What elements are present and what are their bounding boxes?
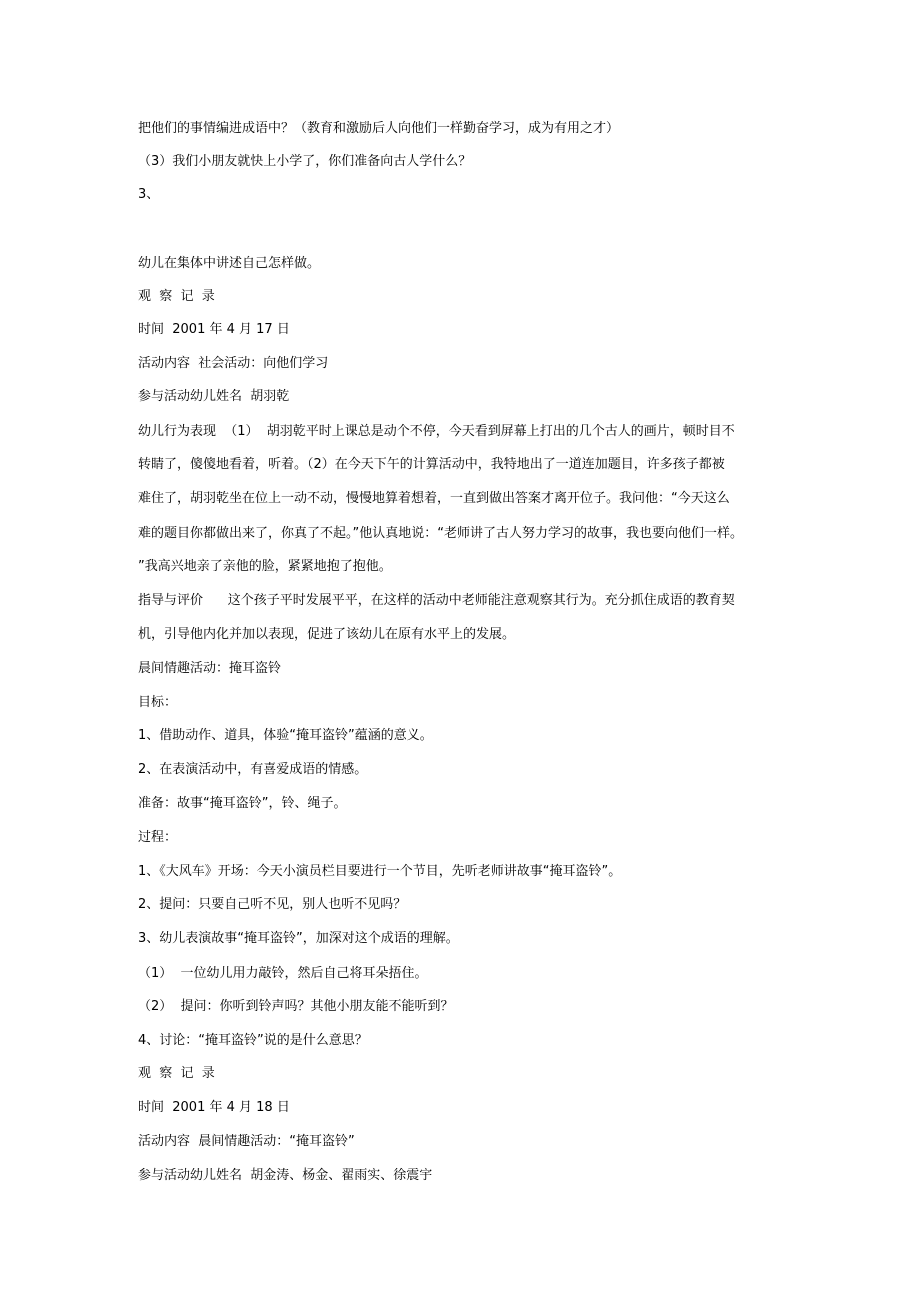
text-line-11: 难住了，胡羽乾坐在位上一动不动，慢慢地算着想着，一直到做出答案才离开位子。我问他：“今天这么 xyxy=(138,491,730,506)
text-line-21: 过程： xyxy=(138,830,178,845)
section-heading-observation-1: 观 察 记 录 xyxy=(138,289,215,304)
text-line-15: 机，引导他内化并加以表现，促进了该幼儿在原有水平上的发展。 xyxy=(138,627,516,642)
section-heading-activity: 晨间情趣活动：掩耳盗铃 xyxy=(138,661,282,676)
text-line-2: （3）我们小朋友就快上小学了，你们准备向古人学什么？ xyxy=(138,154,472,169)
text-line-1: 把他们的事情编进成语中？（教育和激励后人向他们一样勤奋学习，成为有用之才） xyxy=(138,121,620,136)
text-line-22: 1、《大风车》开场：今天小演员栏目要进行一个节目，先听老师讲故事“掩耳盗铃”。 xyxy=(138,864,622,879)
text-line-8: 参与活动幼儿姓名 胡羽乾 xyxy=(138,389,290,404)
text-line-12: 难的题目你都做出来了，你真了不起。”他认真地说：“老师讲了古人努力学习的故事，我也要向他们一样。 xyxy=(138,526,743,541)
text-line-24: 3、幼儿表演故事“掩耳盗铃”，加深对这个成语的理解。 xyxy=(138,931,459,946)
text-line-13: ”我高兴地亲了亲他的脸，紧紧地抱了抱他。 xyxy=(138,559,392,574)
text-line-20: 准备：故事“掩耳盗铃”，铃、绳子。 xyxy=(138,796,347,811)
text-line-9: 幼儿行为表现 （1） 胡羽乾平时上课总是动个不停，今天看到屏幕上打出的几个古人的画片，顿时目不 xyxy=(138,424,735,439)
text-line-14: 指导与评价 这个孩子平时发展平平，在这样的活动中老师能注意观察其行为。充分抓住成语的教育契 xyxy=(138,593,735,608)
text-line-7: 活动内容 社会活动：向他们学习 xyxy=(138,356,329,371)
text-line-30: 活动内容 晨间情趣活动：“掩耳盗铃” xyxy=(138,1134,355,1149)
text-line-26: （2） 提问：你听到铃声吗？其他小朋友能不能听到？ xyxy=(138,999,454,1014)
text-line-19: 2、在表演活动中，有喜爱成语的情感。 xyxy=(138,762,368,777)
text-line-18: 1、借助动作、道具，体验“掩耳盗铃”蕴涵的意义。 xyxy=(138,728,433,743)
text-line-29: 时间 2001 年 4 月 18 日 xyxy=(138,1100,290,1115)
text-line-17: 目标： xyxy=(138,695,178,710)
text-line-23: 2、提问：只要自己听不见，别人也听不见吗？ xyxy=(138,897,407,912)
text-line-4: 幼儿在集体中讲述自己怎样做。 xyxy=(138,256,321,271)
section-heading-observation-2: 观 察 记 录 xyxy=(138,1066,215,1081)
text-line-10: 转睛了，傻傻地看着，听着。（2）在今天下午的计算活动中，我特地出了一道连加题目，许多孩子都被 xyxy=(138,457,725,472)
text-line-6: 时间 2001 年 4 月 17 日 xyxy=(138,322,290,337)
text-line-27: 4、讨论：“掩耳盗铃”说的是什么意思？ xyxy=(138,1033,368,1048)
text-line-31: 参与活动幼儿姓名 胡金涛、杨金、翟雨实、徐震宇 xyxy=(138,1168,433,1183)
text-line-3: 3、 xyxy=(138,187,160,202)
text-line-25: （1） 一位幼儿用力敲铃，然后自己将耳朵捂住。 xyxy=(138,966,428,981)
